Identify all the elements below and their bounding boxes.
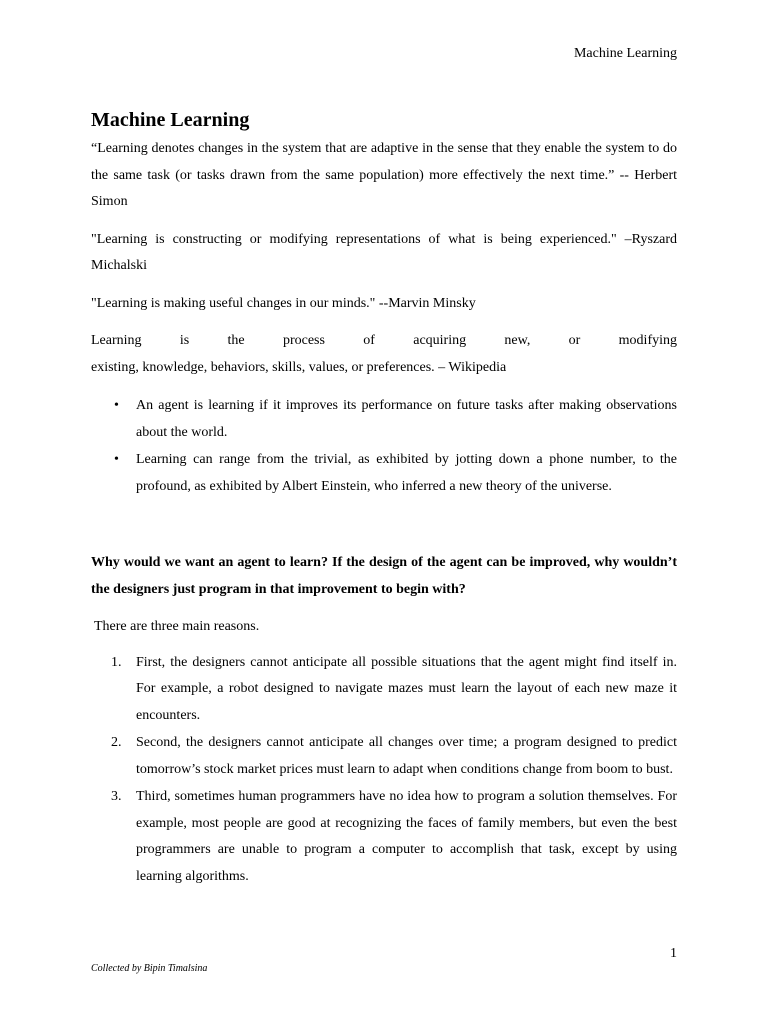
reasons-list: [91, 650, 677, 891]
bullet-text: Learning can range from the trivial, as exhibited by jotting down a phone number, to the profound, as exhibited by Albert Einstein, who inferred a new theory of the universe.: [136, 452, 677, 494]
reason-number: 2.: [111, 735, 122, 750]
bullet-item: [91, 447, 677, 500]
quote-marvin-minsky: "Learning is making useful changes in our minds." --Marvin Minsky: [91, 295, 476, 311]
reason-item: [91, 784, 677, 890]
section-question: Why would we want an agent to learn? If the design of the agent can be improved, why wouldn’t the designers just program in that improvement to begin with?: [91, 555, 677, 597]
page-title: Machine Learning: [91, 109, 250, 131]
quote-ryszard-michalski: "Learning is constructing or modifying representations of what is being experienced." –Ryszard Michalski: [91, 231, 677, 273]
bullet-icon: •: [114, 398, 119, 413]
reasons-intro: There are three main reasons.: [94, 619, 260, 634]
bullet-item: [91, 393, 677, 446]
reason-text: Second, the designers cannot anticipate all changes over time; a program designed to predict tomorrow’s stock market prices must learn to adapt when conditions change from boom to bust.: [136, 735, 677, 777]
footer-credit: Collected by Bipin Timalsina: [91, 963, 208, 974]
reason-text: First, the designers cannot anticipate all possible situations that the agent might find itself in. For example, a robot designed to navigate mazes must learn the layout of each new maze it encounters.: [136, 654, 677, 723]
quote-herbert-simon: “Learning denotes changes in the system that are adaptive in the sense that they enable the system to do the same task (or tasks drawn from the same population) more effectively the next time.” -- Herbert Simon: [91, 141, 677, 209]
bullet-list: [91, 393, 677, 500]
wiki-definition-line2: existing, knowledge, behaviors, skills, values, or preferences. – Wikipedia: [91, 359, 507, 375]
reason-item: [91, 650, 677, 730]
reason-number: 1.: [111, 654, 122, 670]
bullet-icon: •: [114, 452, 119, 467]
running-header: Machine Learning: [573, 46, 677, 61]
bullet-text: An agent is learning if it improves its performance on future tasks after making observations about the world.: [136, 398, 677, 440]
reason-number: 3.: [111, 789, 122, 804]
reason-text: Third, sometimes human programmers have no idea how to program a solution themselves. For example, most people are good at recognizing the faces of family members, but even the best programmers are unable to program a computer to accomplish that task, except by using learning algorithms.: [136, 789, 677, 884]
page-number: 1: [670, 946, 677, 961]
wiki-definition-line1: Learning is the process of acquiring new, or modifying: [91, 333, 677, 348]
page-content: [91, 106, 677, 891]
reason-item: [91, 730, 677, 783]
